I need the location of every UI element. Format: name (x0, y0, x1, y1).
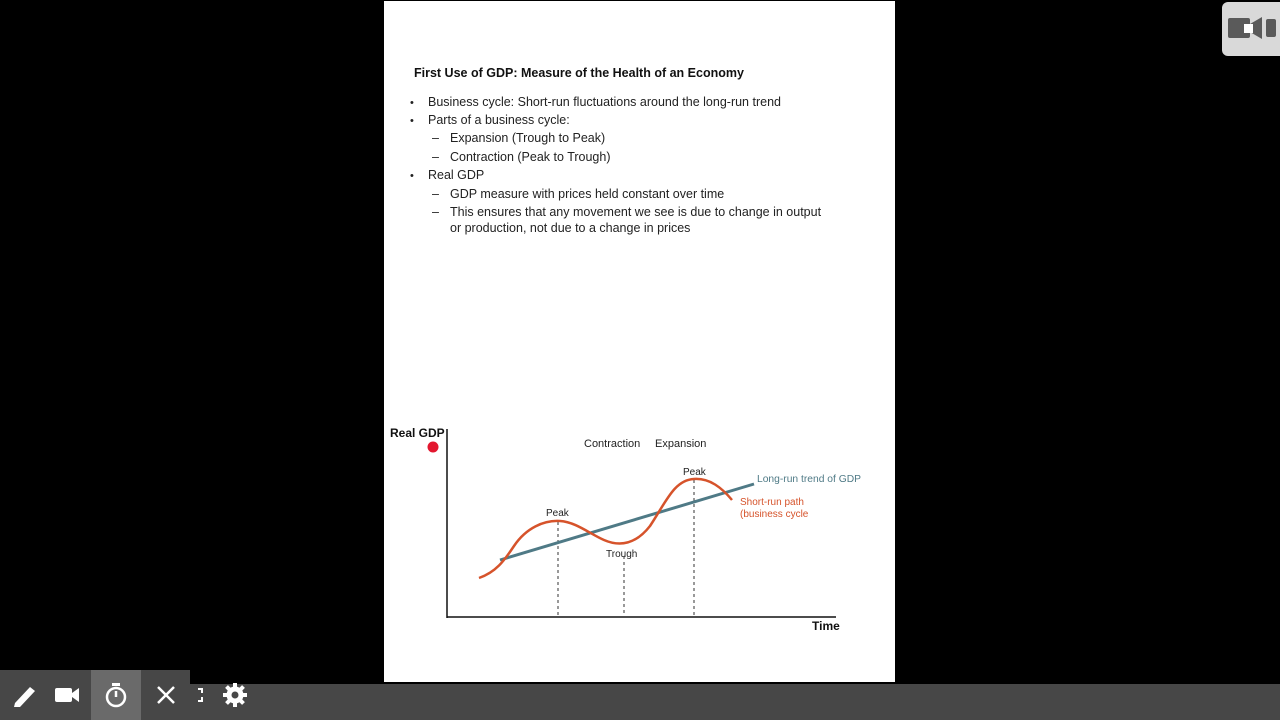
slide-page (384, 1, 895, 682)
video-camera-button[interactable] (42, 670, 92, 720)
bullet-text-business-cycle: Business cycle: Short-run fluctuations around the long-run trend (428, 95, 781, 109)
pointer-dot (428, 442, 439, 453)
label-expansion: Expansion (655, 438, 707, 450)
camera-video-icon (1222, 2, 1280, 56)
subitem-movement-line-1: This ensures that any movement we see is due to change in output (450, 205, 822, 219)
y-axis-label: Real GDP (390, 426, 445, 440)
fullscreen-icon (188, 683, 204, 707)
fullscreen-button[interactable] (184, 670, 208, 720)
bullet-marker: • (410, 115, 414, 127)
bullet-text-parts: Parts of a business cycle: (428, 113, 570, 127)
settings-button[interactable] (210, 670, 260, 720)
pen-icon (10, 680, 40, 710)
dash-marker: – (432, 150, 439, 164)
camera-toggle-tile[interactable] (1222, 2, 1280, 56)
timer-button[interactable] (91, 670, 141, 720)
bullet-marker: • (410, 170, 414, 182)
dash-marker: – (432, 131, 439, 145)
bullet-text-real-gdp: Real GDP (428, 168, 485, 182)
business-cycle-diagram (384, 416, 895, 646)
label-trough: Trough (606, 549, 638, 560)
close-icon (151, 680, 181, 710)
x-axis-label: Time (812, 619, 840, 633)
subitem-movement-line-2: or production, not due to a change in prices (450, 221, 691, 235)
slide-title: First Use of GDP: Measure of the Health of an Economy (414, 66, 744, 80)
bullet-marker: • (410, 97, 414, 109)
diagram-svg (384, 416, 895, 646)
subitem-prices-constant: GDP measure with prices held constant over time (450, 187, 725, 201)
label-peak-1: Peak (546, 508, 569, 519)
dash-marker: – (432, 205, 439, 219)
subitem-contraction: Contraction (Peak to Trough) (450, 150, 611, 164)
subitem-expansion: Expansion (Trough to Peak) (450, 131, 606, 145)
label-peak-2: Peak (683, 467, 706, 478)
settings-gear-icon (220, 680, 250, 710)
label-contraction: Contraction (584, 438, 641, 450)
dash-marker: – (432, 187, 439, 201)
video-camera-icon (52, 680, 82, 710)
timer-icon (101, 680, 131, 710)
legend-short-run-path-1: Short-run path (740, 497, 804, 508)
legend-short-run-path-2: (business cycle (740, 509, 809, 520)
legend-long-run-trend: Long-run trend of GDP (757, 474, 862, 485)
toolbar-strip (190, 684, 1280, 720)
